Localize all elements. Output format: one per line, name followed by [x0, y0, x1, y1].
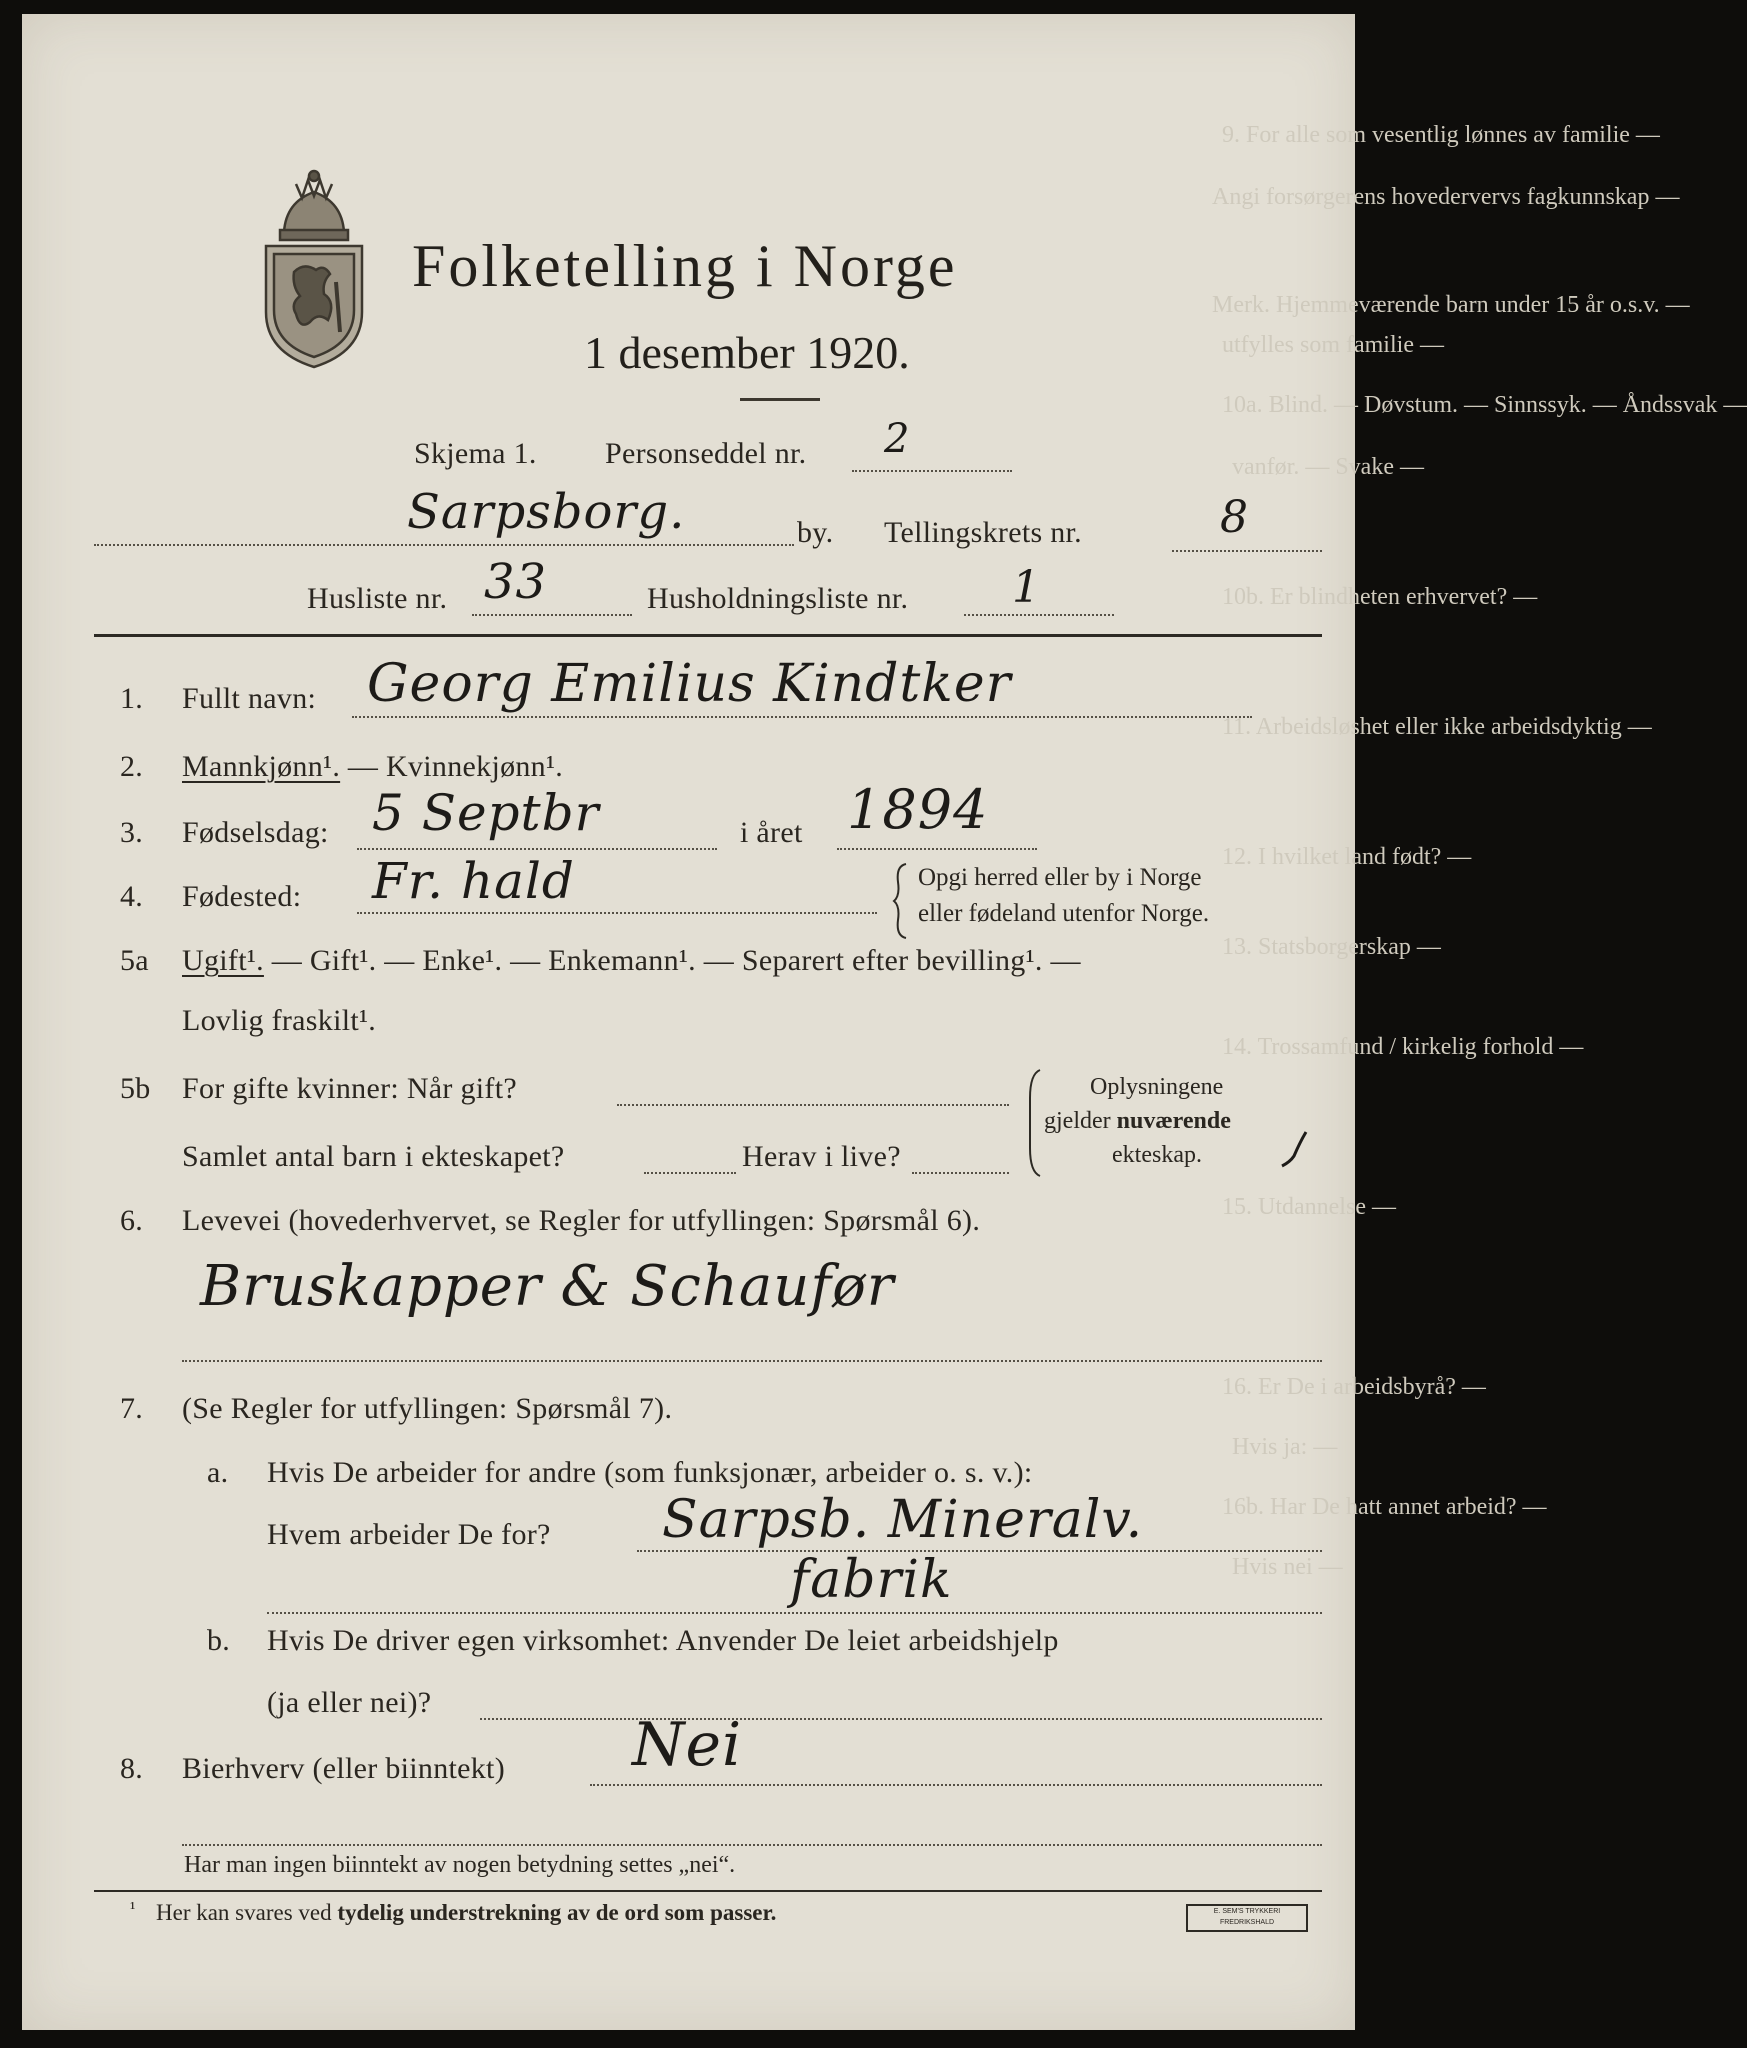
title-divider [740, 398, 820, 401]
husliste-line [472, 614, 632, 616]
q5b-alive-label: Herav i live? [742, 1140, 901, 1173]
tellingskrets-number[interactable]: 8 [1220, 492, 1249, 543]
q7b-text: Hvis De driver egen virksomhet: Anvender De leiet arbeidshjelp [267, 1624, 1059, 1657]
side-income-value[interactable]: Nei [632, 1710, 743, 1780]
footnote-mark: ¹ [130, 1898, 136, 1918]
ugift-option[interactable]: Ugift¹. [182, 944, 264, 977]
mannkjonn-option[interactable]: Mannkjønn¹. [182, 750, 341, 783]
q5b-note-line-2 [1044, 1108, 1231, 1135]
q2-separator: — [340, 750, 387, 783]
q2-number: 2. [120, 750, 144, 783]
full-name-value[interactable]: Georg Emilius Kindtker [367, 654, 1012, 714]
tellingskrets-label: Tellingskrets nr. [884, 516, 1082, 549]
ghost-line: 12. I hvilket land født? — [1222, 844, 1472, 870]
ghost-line: utfylles som familie — [1222, 332, 1444, 358]
q8-number: 8. [120, 1752, 144, 1785]
printer-stamp: E. SEM'S TRYKKERI FREDRIKSHALD [1186, 1904, 1308, 1932]
husholdning-label: Husholdningsliste nr. [647, 582, 909, 615]
schema-label: Skjema 1. [414, 437, 537, 470]
q7a-line [637, 1550, 1322, 1552]
personseddel-number[interactable]: 2 [884, 416, 911, 462]
nei-instruction: Har man ingen biinntekt av nogen betydning settes „nei“. [184, 1852, 736, 1878]
q7-label: (Se Regler for utfyllingen: Spørsmål 7). [182, 1392, 673, 1425]
ghost-line: vanfør. — Svake — [1232, 454, 1424, 480]
q7-number: 7. [120, 1392, 144, 1425]
kvinnekjonn-option[interactable]: Kvinnekjønn¹. [386, 750, 564, 783]
ghost-line: 10a. Blind. — Døvstum. — Sinnssyk. — Åndssvak — [1222, 392, 1747, 418]
husliste-label: Husliste nr. [307, 582, 448, 615]
q5b-note-line-1: Oplysningene [1090, 1074, 1224, 1100]
q4-note-line-1: Opgi herred eller by i Norge [918, 864, 1202, 891]
q5a-number: 5a [120, 944, 149, 977]
q8-label: Bierhverv (eller biinntekt) [182, 1752, 505, 1785]
personseddel-label: Personseddel nr. [605, 437, 807, 470]
page-title: Folketelling i Norge [412, 233, 958, 299]
occupation-value[interactable]: Bruskapper & Schaufør [200, 1254, 895, 1319]
q5b-label: For gifte kvinner: Når gift? [182, 1072, 517, 1105]
q6-line [182, 1360, 1322, 1362]
q5b-note-gjelder: gjelder [1044, 1108, 1111, 1134]
ghost-line: 11. Arbeidsløshet eller ikke arbeidsdyktig — [1222, 714, 1652, 740]
q7b-line [480, 1718, 1322, 1720]
ghost-line: 16. Er De i arbeidsbyrå? — [1222, 1374, 1486, 1400]
q6-number: 6. [120, 1204, 144, 1237]
ghost-line: 15. Utdannelse — [1222, 1194, 1396, 1220]
q5b-children-line [644, 1172, 736, 1174]
personseddel-line [852, 470, 1012, 472]
q7a-question: Hvem arbeider De for? [267, 1518, 551, 1551]
ghost-line: Hvis nei — [1232, 1554, 1343, 1580]
husholdning-number[interactable]: 1 [1012, 562, 1041, 613]
q5b-brace-icon [1024, 1068, 1044, 1178]
norwegian-coat-of-arms-icon [244, 162, 384, 372]
q4-brace-icon [890, 862, 912, 940]
ghost-line: Merk. Hjemmeværende barn under 15 år o.s.v. — [1212, 292, 1690, 318]
lovlig-fraskilt-option[interactable]: Lovlig fraskilt¹. [182, 1004, 377, 1037]
q4-number: 4. [120, 880, 144, 913]
pen-mark-icon [1280, 1128, 1310, 1172]
q8-line [590, 1784, 1322, 1786]
q2-options [182, 750, 563, 784]
footnote-rule [94, 1890, 1322, 1892]
q4-note-line-2: eller fødeland utenfor Norge. [918, 900, 1210, 927]
q3-year-label: i året [740, 816, 803, 849]
q6-label: Levevei (hovederhvervet, se Regler for utfyllingen: Spørsmål 6). [182, 1204, 981, 1237]
q5b-number: 5b [120, 1072, 151, 1105]
city-line [94, 544, 794, 546]
q5a-other-options[interactable]: — Gift¹. — Enke¹. — Enkemann¹. — Separert efter bevilling¹. — [263, 944, 1081, 977]
q3-date-line [357, 848, 717, 850]
ghost-line: Hvis ja: — [1232, 1434, 1338, 1460]
q1-label: Fullt navn: [182, 682, 317, 715]
q3-number: 3. [120, 816, 144, 849]
q5b-children-label: Samlet antal barn i ekteskapet? [182, 1140, 565, 1173]
birthplace-value[interactable]: Fr. hald [372, 852, 575, 910]
ghost-line: 9. For alle som vesentlig lønnes av familie — [1222, 122, 1660, 148]
employer-value-line-1[interactable]: Sarpsb. Mineralv. [662, 1490, 1144, 1550]
footnote [156, 1900, 776, 1926]
census-date: 1 desember 1920. [584, 327, 910, 378]
census-form-page [22, 14, 1747, 2030]
q4-line [357, 912, 877, 914]
q7b-letter: b. [207, 1624, 231, 1657]
q7a-text: Hvis De arbeider for andre (som funksjonær, arbeider o. s. v.): [267, 1456, 1033, 1489]
q7a-line-2 [267, 1612, 1322, 1614]
by-label: by. [797, 516, 834, 549]
q8-line-2 [182, 1844, 1322, 1846]
q7b-question: (ja eller nei)? [267, 1686, 432, 1719]
q5b-note-bold: nuværende [1116, 1108, 1231, 1134]
footnote-bold: tydelig understrekning av de ord som passer. [337, 1900, 777, 1925]
q7a-letter: a. [207, 1456, 229, 1489]
q5b-note-line-3: ekteskap. [1112, 1142, 1202, 1168]
city-name[interactable]: Sarpsborg. [407, 484, 686, 540]
q5a-options [182, 944, 1081, 978]
birth-year-value[interactable]: 1894 [847, 778, 989, 841]
header-rule [94, 634, 1322, 637]
q3-label: Fødselsdag: [182, 816, 329, 849]
husholdning-line [964, 614, 1114, 616]
employer-value-line-2[interactable]: fabrik [790, 1550, 953, 1610]
q4-label: Fødested: [182, 880, 302, 913]
ghost-line: 10b. Er blindheten erhvervet? — [1222, 584, 1538, 610]
birth-date-value[interactable]: 5 Septbr [372, 784, 600, 842]
ghost-line: 13. Statsborgerskap — [1222, 934, 1441, 960]
tellingskrets-line [1172, 550, 1322, 552]
q5b-alive-line [912, 1172, 1009, 1174]
q1-line [352, 716, 1252, 718]
q5b-married-line [617, 1104, 1009, 1106]
ghost-line: 14. Trossamfund / kirkelig forhold — [1222, 1034, 1584, 1060]
footnote-text: Her kan svares ved [156, 1900, 338, 1925]
ghost-line: 16b. Har De hatt annet arbeid? — [1222, 1494, 1547, 1520]
q1-number: 1. [120, 682, 144, 715]
q3-year-line [837, 848, 1037, 850]
ghost-line: Angi forsørgerens hovedervervs fagkunnskap — [1212, 184, 1680, 210]
husliste-number[interactable]: 33 [484, 554, 548, 610]
